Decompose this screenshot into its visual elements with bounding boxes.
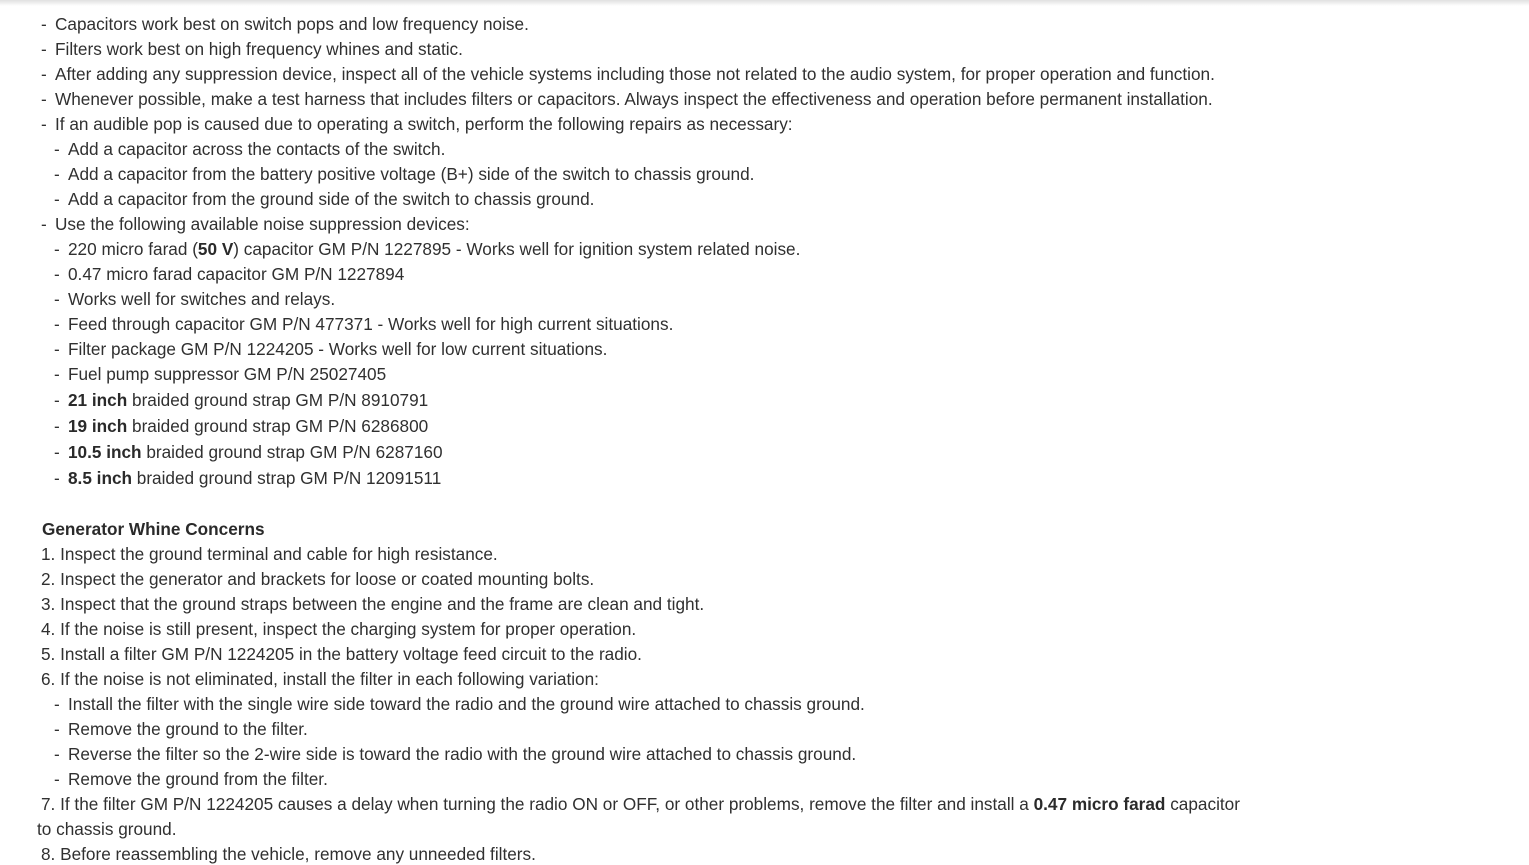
sub-list-item <box>0 137 1529 162</box>
repair-text: Add a capacitor from the battery positive voltage (B+) side of the switch to chassis ground. <box>68 164 755 184</box>
section-heading: Generator Whine Concerns <box>42 519 265 539</box>
strap-length: 8.5 inch <box>68 468 132 488</box>
bullet-dash: - <box>54 139 60 159</box>
bullet-dash: - <box>41 14 47 34</box>
repair-text: Add a capacitor from the ground side of the switch to chassis ground. <box>68 189 595 209</box>
devices-intro: Use the following available noise suppression devices: <box>55 214 470 234</box>
sub-list-item <box>0 237 1529 262</box>
step-item: 8. Before reassembling the vehicle, remove any unneeded filters. <box>41 844 536 864</box>
sub-list-item <box>0 465 1529 491</box>
sub-list-item <box>0 312 1529 337</box>
tip-text: Capacitors work best on switch pops and low frequency noise. <box>55 14 529 34</box>
bullet-dash: - <box>54 468 60 488</box>
section-spacer <box>0 491 1529 517</box>
top-edge-shadow <box>0 0 1529 6</box>
bullet-dash: - <box>54 442 60 462</box>
repair-text: Add a capacitor across the contacts of the switch. <box>68 139 446 159</box>
step7-text-end: capacitor <box>1165 794 1240 814</box>
bullet-dash: - <box>54 189 60 209</box>
bullet-dash: - <box>54 289 60 309</box>
strap-length: 10.5 inch <box>68 442 142 462</box>
variation-text: Reverse the filter so the 2-wire side is toward the radio with the ground wire attached to chassis ground. <box>68 744 857 764</box>
strap-length: 21 inch <box>68 390 128 410</box>
step-item: 4. If the noise is still present, inspect the charging system for proper operation. <box>41 619 637 639</box>
sub-list-item <box>0 692 1529 717</box>
strap-text: braided ground strap GM P/N 6286800 <box>127 416 429 436</box>
bullet-dash: - <box>54 264 60 284</box>
list-item <box>0 12 1529 37</box>
list-item <box>0 62 1529 87</box>
strap-text: braided ground strap GM P/N 6287160 <box>141 442 443 462</box>
document-body <box>0 12 1529 865</box>
sub-list-item <box>0 337 1529 362</box>
device-text: Feed through capacitor GM P/N 477371 - Works well for high current situations. <box>68 314 674 334</box>
bullet-dash: - <box>54 744 60 764</box>
step7-text: 7. If the filter GM P/N 1224205 causes a delay when turning the radio ON or OFF, or other problems, remove the filter and install a <box>41 794 1034 814</box>
device-text: Filter package GM P/N 1224205 - Works well for low current situations. <box>68 339 608 359</box>
bullet-dash: - <box>41 214 47 234</box>
bullet-dash: - <box>54 416 60 436</box>
bullet-dash: - <box>41 64 47 84</box>
variation-text: Remove the ground from the filter. <box>68 769 328 789</box>
strap-text: braided ground strap GM P/N 8910791 <box>127 390 429 410</box>
strap-text: braided ground strap GM P/N 12091511 <box>132 468 442 488</box>
strap-length: 19 inch <box>68 416 128 436</box>
bullet-dash: - <box>41 114 47 134</box>
sub-list-item <box>0 162 1529 187</box>
bullet-dash: - <box>54 164 60 184</box>
step-item: 6. If the noise is not eliminated, install the filter in each following variation: <box>41 669 599 689</box>
list-item <box>0 37 1529 62</box>
bullet-dash: - <box>41 39 47 59</box>
bullet-dash: - <box>54 390 60 410</box>
sub-list-item <box>0 742 1529 767</box>
sub-list-item <box>0 262 1529 287</box>
list-item <box>0 212 1529 237</box>
sub-list-item <box>0 387 1529 413</box>
list-item <box>0 112 1529 137</box>
tip-text: After adding any suppression device, inspect all of the vehicle systems including those not related to the audio system, for proper operation and function. <box>55 64 1215 84</box>
tip-text: Filters work best on high frequency whines and static. <box>55 39 463 59</box>
tip-text: Whenever possible, make a test harness that includes filters or capacitors. Always inspect the effectiveness and operation before permanent installation. <box>55 89 1213 109</box>
step-item: 1. Inspect the ground terminal and cable for high resistance. <box>41 544 498 564</box>
variation-text: Remove the ground to the filter. <box>68 719 308 739</box>
sub-list-item <box>0 767 1529 792</box>
device-text: 0.47 micro farad capacitor GM P/N 1227894 <box>68 264 405 284</box>
capacitor-value: 0.47 micro farad <box>1033 794 1166 814</box>
sub-list-item <box>0 439 1529 465</box>
list-item <box>0 87 1529 112</box>
sub-list-item <box>0 287 1529 312</box>
bullet-dash: - <box>54 719 60 739</box>
step-item: 2. Inspect the generator and brackets for loose or coated mounting bolts. <box>41 569 595 589</box>
tip-text: If an audible pop is caused due to operating a switch, perform the following repairs as necessary: <box>55 114 793 134</box>
variation-text: Install the filter with the single wire side toward the radio and the ground wire attached to chassis ground. <box>68 694 865 714</box>
device-text: Works well for switches and relays. <box>68 289 336 309</box>
sub-list-item <box>0 362 1529 387</box>
bullet-dash: - <box>54 239 60 259</box>
bullet-dash: - <box>54 769 60 789</box>
sub-list-item <box>0 187 1529 212</box>
bullet-dash: - <box>54 694 60 714</box>
bullet-dash: - <box>41 89 47 109</box>
voltage-rating: 50 V <box>197 239 234 259</box>
device-text: ) capacitor GM P/N 1227895 - Works well for ignition system related noise. <box>233 239 801 259</box>
sub-list-item <box>0 717 1529 742</box>
bullet-dash: - <box>54 339 60 359</box>
device-text: Fuel pump suppressor GM P/N 25027405 <box>68 364 387 384</box>
step-item: 5. Install a filter GM P/N 1224205 in the battery voltage feed circuit to the radio. <box>41 644 642 664</box>
sub-list-item <box>0 413 1529 439</box>
step-item <box>0 792 1529 817</box>
step-item: 3. Inspect that the ground straps between the engine and the frame are clean and tight. <box>41 594 705 614</box>
step7-continuation: to chassis ground. <box>37 819 177 839</box>
bullet-dash: - <box>54 364 60 384</box>
device-text: 220 micro farad ( <box>68 239 198 259</box>
bullet-dash: - <box>54 314 60 334</box>
